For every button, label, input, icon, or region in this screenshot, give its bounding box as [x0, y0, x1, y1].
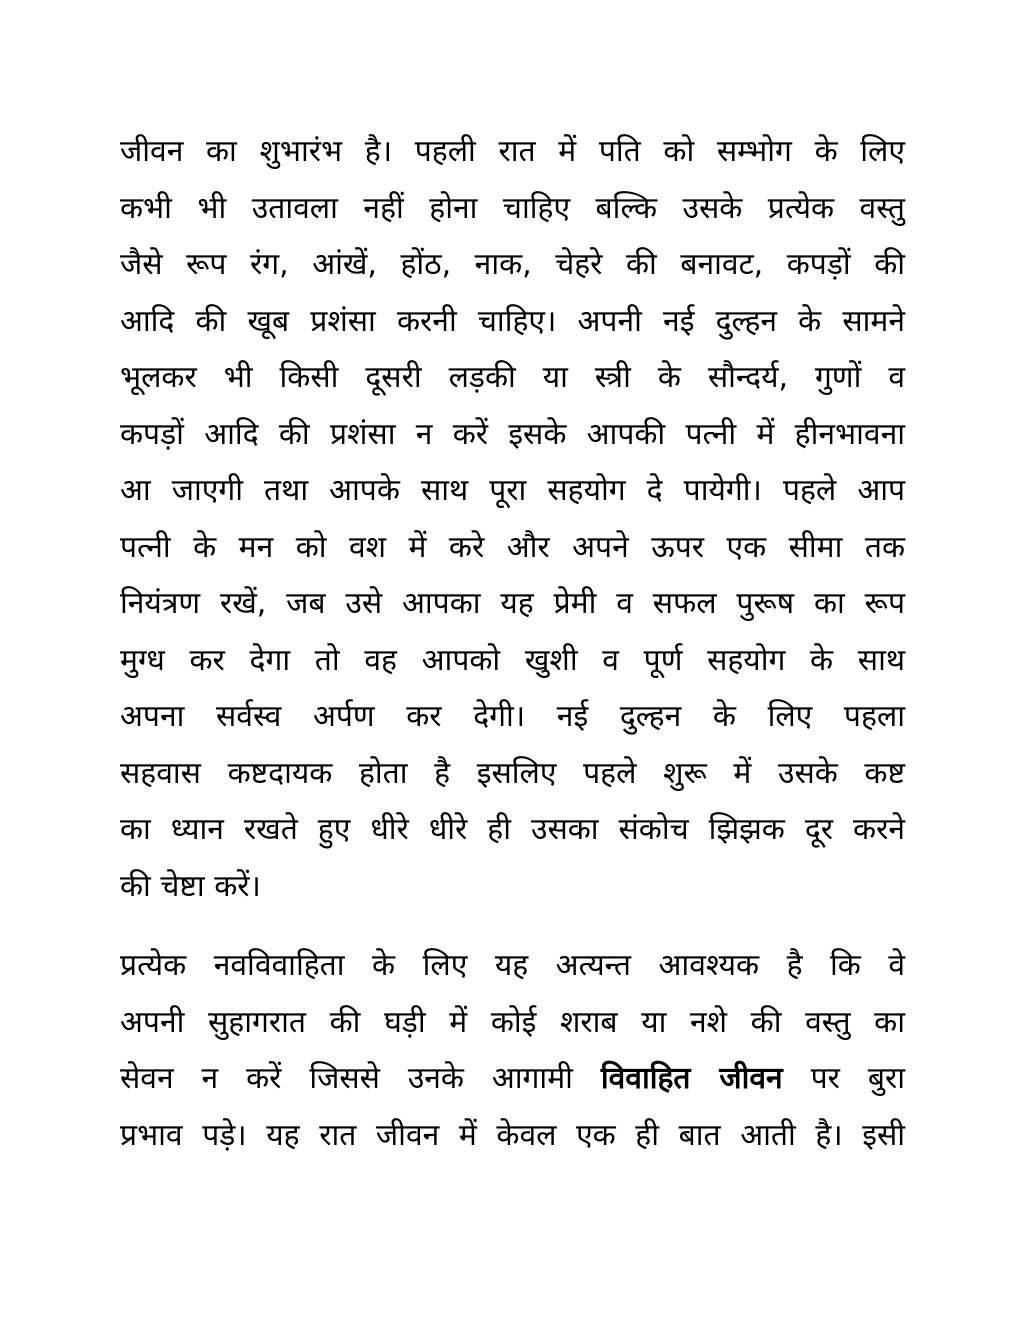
text-line: का ध्यान रखते हुए धीरे धीरे ही उसका संकोच झिझक दूर करने	[120, 812, 905, 847]
text-line: पत्नी के मन को वश में करे और अपने ऊपर एक सीमा तक	[120, 529, 905, 565]
text-line: प्रभाव पड़े। यह रात जीवन में केवल एक ही बात आती है। इसी	[120, 1117, 905, 1153]
bold-phrase: विवाहित जीवन	[600, 1061, 783, 1096]
paragraph-2	[120, 938, 905, 1164]
text-line: मुग्ध कर देगा तो वह आपको खुशी व पूर्ण सहयोग के साथ	[120, 642, 906, 678]
text-line	[120, 1051, 905, 1108]
text-line: भूलकर भी किसी दूसरी लड़की या स्त्री के सौन्दर्य, गुणों व	[120, 360, 905, 395]
text-line: अपना सर्वस्व अर्पण कर देगी। नई दुल्हन के लिए पहला	[120, 699, 905, 734]
text-segment: सेवन न करें जिससे उनके आगामी	[120, 1061, 601, 1096]
text-segment: पर बुरा	[782, 1061, 906, 1096]
text-line: आदि की खूब प्रशंसा करनी चाहिए। अपनी नई दुल्हन के सामने	[120, 303, 906, 339]
paragraph-1	[120, 124, 905, 915]
text-line: जीवन का शुभारंभ है। पहली रात में पति को सम्भोग के लिए	[120, 134, 905, 169]
text-line: आ जाएगी तथा आपके साथ पूरा सहयोग दे पायेगी। पहले आप	[120, 473, 906, 508]
text-line: सहवास कष्टदायक होता है इसलिए पहले शुरू में उसके कष्ट	[120, 755, 905, 791]
text-line: कपड़ों आदि की प्रशंसा न करें इसके आपकी पत्नी में हीनभावना	[120, 416, 905, 452]
text-line: नियंत्रण रखें, जब उसे आपका यह प्रेमी व सफल पुरूष का रूप	[120, 586, 905, 621]
text-line: अपनी सुहागरात की घड़ी में कोई शराब या नशे की वस्तु का	[120, 1004, 905, 1040]
text-line: जैसे रूप रंग, आंखें, होंठ, नाक, चेहरे की बनावट, कपड़ों की	[120, 247, 906, 282]
text-line: की चेष्टा करें।	[120, 868, 261, 904]
text-line: कभी भी उतावला नहीं होना चाहिए बल्कि उसके प्रत्येक वस्तु	[120, 190, 905, 226]
text-line: प्रत्येक नवविवाहिता के लिए यह अत्यन्त आवश्यक है कि वे	[120, 948, 906, 983]
